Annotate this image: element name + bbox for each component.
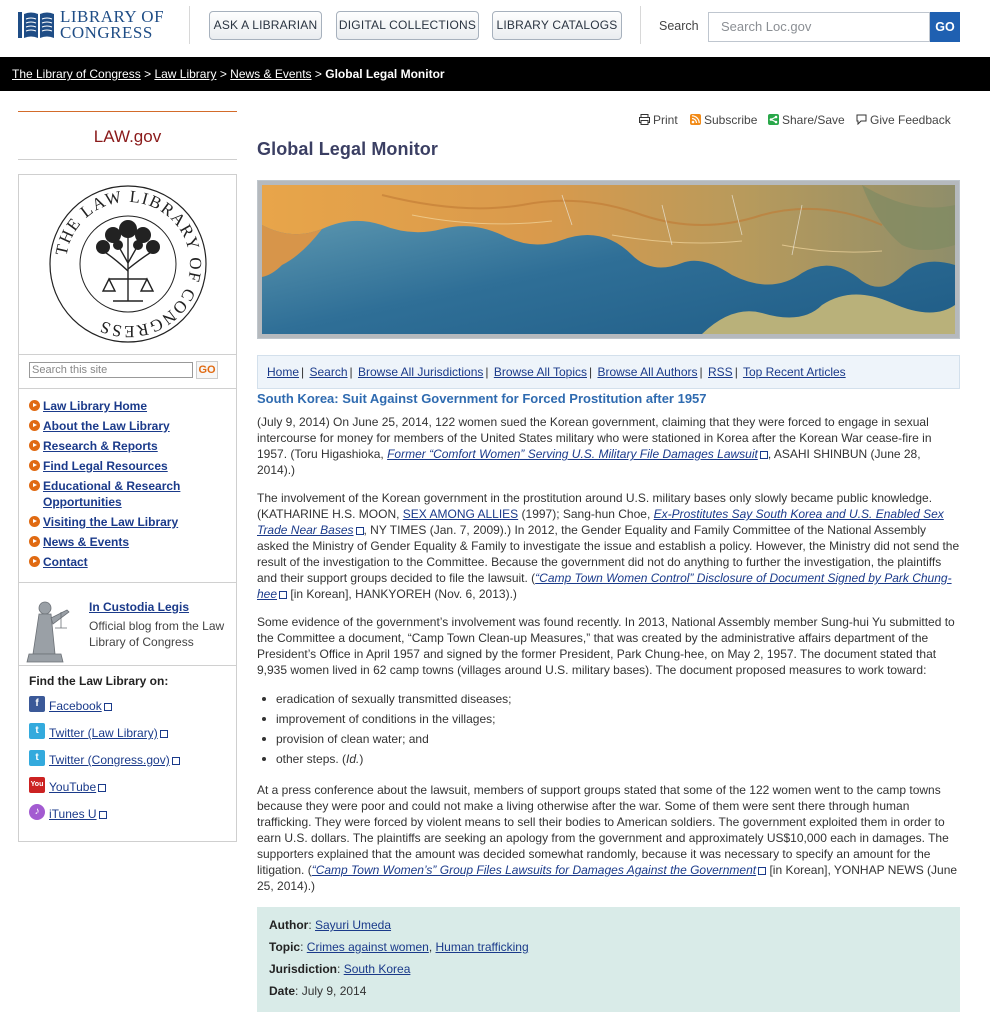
list-item: improvement of conditions in the villages; [262, 711, 862, 731]
article-paragraph-3: Some evidence of the government’s involvement was found recently. In 2013, National Assembly member Sung-hui Yu submitted to the Committee a document, “Camp Town Clean-up Measures,” that was created by the administrative affairs department of the President’s Office in April 1957 and signed by the former President, Park Chung-hee, on May 2, 1957. The document stated that 9,935 women lived in 62 camp towns (villages around U.S. military bases). The document proposed measures to work toward: [257, 615, 955, 677]
source-link-asahi[interactable]: Former “Comfort Women” Serving U.S. Military File Damages Lawsuit [387, 447, 758, 461]
social-youtube[interactable]: You YouTube [29, 777, 229, 795]
logo-line-2: CONGRESS [60, 23, 153, 42]
lady-justice-icon [19, 594, 81, 664]
blog-title-link[interactable]: In Custodia Legis [89, 600, 190, 614]
arrow-right-icon [29, 420, 40, 431]
source-link-sex-among-allies[interactable]: SEX AMONG ALLIES [402, 507, 519, 521]
library-logo-icon [18, 10, 54, 40]
relief-map-image [262, 185, 955, 334]
site-search-go-button[interactable]: GO [196, 361, 218, 379]
arrow-right-icon [29, 480, 40, 491]
sidebar-item-visiting[interactable]: Visiting the Law Library [29, 514, 229, 530]
external-link-icon [160, 730, 168, 738]
breadcrumb-law-library[interactable]: Law Library [154, 67, 217, 81]
source-link-hankyoreh[interactable]: “Camp Town Women Control” Disclosure of Document Signed by Park Chung-hee [257, 571, 952, 601]
arrow-right-icon [29, 400, 40, 411]
article-paragraph-4: At a press conference about the lawsuit, members of support groups stated that some of the 122 women went to the camp towns because they were poor and could not make a living otherwise after the war. Some of them were sent there through human trafficking. They were forced by violent means to sell their bodies to American soldiers. The government exploited them in order to earn U.S. dollars. The plaintiffs are seeking an apology from the government and approximately US$10,000 each in damages. The supporters explained that the amount was decided somewhat randomly, because it was necessary to specify an amount for the litigation. (“Camp Town Women’s” Group Files Lawsuits for Damages Against the Government [in Korean], YONHAP NEWS (June 25, 2014).) [257, 783, 958, 893]
meta-author: Author: Sayuri Umeda [269, 918, 392, 932]
sidebar-item-news-events[interactable]: News & Events [29, 534, 229, 550]
search-input[interactable]: Search Loc.gov [708, 12, 930, 42]
page-tools [638, 113, 958, 127]
measures-list [262, 691, 862, 771]
external-link-icon [758, 867, 766, 875]
loc-logo[interactable] [18, 9, 178, 43]
sidebar-divider [19, 582, 236, 583]
facebook-icon: f [29, 696, 45, 712]
give-feedback-link[interactable]: Give Feedback [856, 113, 951, 127]
subnav-rss[interactable]: RSS [708, 365, 733, 379]
social-twitter-law-library[interactable]: t Twitter (Law Library) [29, 723, 229, 741]
law-library-seal-icon[interactable] [43, 179, 213, 349]
library-catalogs-button[interactable]: LIBRARY CATALOGS [492, 11, 622, 40]
external-link-icon [99, 811, 107, 819]
share-icon [768, 114, 779, 125]
arrow-right-icon [29, 440, 40, 451]
external-link-icon [760, 451, 768, 459]
social-twitter-congress[interactable]: t Twitter (Congress.gov) [29, 750, 229, 768]
breadcrumb-current: Global Legal Monitor [325, 67, 445, 81]
external-link-icon [98, 784, 106, 792]
search-label: Search [659, 19, 699, 33]
subnav-search[interactable]: Search [309, 365, 348, 379]
subnav-home[interactable]: Home [267, 365, 300, 379]
article-title: South Korea: Suit Against Government for Forced Prostitution after 1957 [257, 391, 707, 406]
header-divider [640, 6, 641, 44]
print-link[interactable]: Print [639, 113, 678, 127]
printer-icon [639, 114, 650, 125]
breadcrumb-library-of-congress[interactable]: The Library of Congress [12, 67, 141, 81]
logo-line-1: LIBRARY OF [60, 7, 165, 26]
find-us-heading: Find the Law Library on: [29, 674, 169, 688]
ask-librarian-button[interactable]: ASK A LIBRARIAN [209, 11, 322, 40]
youtube-icon: You [29, 777, 45, 793]
twitter-icon: t [29, 723, 45, 739]
sidebar-item-about[interactable]: About the Law Library [29, 418, 229, 434]
breadcrumb-separator: > [314, 67, 322, 81]
list-item: eradication of sexually transmitted diseases; [262, 691, 862, 711]
arrow-right-icon [29, 460, 40, 471]
sidebar-item-contact[interactable]: Contact [29, 554, 229, 570]
subnav-browse-authors[interactable]: Browse All Authors [597, 365, 698, 379]
arrow-right-icon [29, 516, 40, 527]
list-item: other steps. (Id.) [262, 751, 862, 771]
header-divider [189, 6, 190, 44]
subnav-browse-topics[interactable]: Browse All Topics [493, 365, 587, 379]
sidebar-item-educational-opportunities[interactable]: Educational & Research Opportunities [29, 478, 229, 510]
article-paragraph-1: (July 9, 2014) On June 25, 2014, 122 women sued the Korean government, claiming that they were forced to engage in sexual intercourse for money for members of the United States military who were stationed in Korea after the Korean War cease-fire in 1957. (Toru Higashioka, Former “Comfort Women” Serving U.S. Military File Damages Lawsuit , ASAHI SHINBUN (June 28, 2014).) [257, 415, 932, 477]
meta-topic: Topic: Crimes against women, Human trafficking [269, 940, 529, 954]
sidebar-divider [19, 388, 236, 389]
external-link-icon [356, 527, 364, 535]
sidebar-divider [19, 665, 236, 666]
breadcrumb-separator: > [144, 67, 152, 81]
sidebar-item-research-reports[interactable]: Research & Reports [29, 438, 229, 454]
external-link-icon [172, 757, 180, 765]
arrow-right-icon [29, 556, 40, 567]
source-link-yonhap[interactable]: “Camp Town Women’s” Group Files Lawsuits for Damages Against the Government [311, 863, 757, 877]
source-link-nytimes[interactable]: Ex-Prostitutes Say South Korea and U.S. Enabled Sex Trade Near Bases [257, 507, 944, 537]
subnav-top-recent[interactable]: Top Recent Articles [742, 365, 846, 379]
sidebar-item-law-library-home[interactable]: Law Library Home [29, 398, 229, 414]
site-search-input[interactable]: Search this site [29, 362, 193, 378]
lawgov-link[interactable]: LAW.gov [18, 111, 237, 160]
monitor-subnav: Home | Search | Browse All Jurisdictions | Browse All Topics | Browse All Authors | RSS | Top Recent Articles [257, 355, 960, 389]
seal-text: THE LAW LIBRARY OF CONGRESS [51, 186, 206, 342]
list-item: provision of clean water; and [262, 731, 862, 751]
topic-link-crimes-against-women[interactable]: Crimes against women [306, 940, 429, 954]
breadcrumb [0, 57, 990, 91]
speech-bubble-icon [856, 114, 867, 125]
subnav-browse-jurisdictions[interactable]: Browse All Jurisdictions [357, 365, 484, 379]
sidebar [18, 174, 237, 842]
author-link[interactable]: Sayuri Umeda [315, 918, 392, 932]
social-itunes-u[interactable]: ♪ iTunes U [29, 804, 229, 822]
article-paragraph-2: The involvement of the Korean government in the prostitution around U.S. military bases only slowly became public knowledge. (KATHARINE H.S. MOON, SEX AMONG ALLIES (1997); Sang-hun Choe, Ex-Prostitutes Say South Korea and U.S. Enabled Sex Trade Near Bases , NY TIMES (Jan. 7, 2009).) In 2012, the Gender Equality and Family Committee of the National Assembly asked the Ministry of Gender Equality & Family to investigate the issue and establish a policy. However, the Ministry did not send the result of the investigation to the Committee. Because the government did not do anything to further the investigation, the plaintiffs and their support groups decided to file the lawsuit. (“Camp Town Women Control” Disclosure of Document Signed by Park Chung-hee [in Korean], HANKYOREH (Nov. 6, 2013).) [257, 491, 960, 601]
map-banner [257, 180, 960, 339]
share-save-link[interactable]: Share/Save [768, 113, 845, 127]
rss-icon [690, 114, 701, 125]
sidebar-item-find-legal-resources[interactable]: Find Legal Resources [29, 458, 229, 474]
article-metadata [257, 907, 960, 1012]
social-facebook[interactable]: f Facebook [29, 696, 229, 714]
sidebar-nav [29, 398, 229, 574]
site-header [0, 0, 990, 56]
blog-promo [19, 592, 236, 664]
external-link-icon [104, 703, 112, 711]
breadcrumb-separator: > [219, 67, 227, 81]
page-title: Global Legal Monitor [257, 139, 438, 159]
meta-date: Date: July 9, 2014 [269, 984, 367, 998]
twitter-icon: t [29, 750, 45, 766]
search-go-button[interactable]: GO [930, 12, 960, 42]
subscribe-link[interactable]: Subscribe [690, 113, 757, 127]
itunes-icon: ♪ [29, 804, 45, 820]
external-link-icon [279, 591, 287, 599]
meta-jurisdiction: Jurisdiction: South Korea [269, 962, 411, 976]
breadcrumb-news-events[interactable]: News & Events [230, 67, 312, 81]
blog-description: Official blog from the Law Library of Congress [89, 619, 225, 649]
arrow-right-icon [29, 536, 40, 547]
digital-collections-button[interactable]: DIGITAL COLLECTIONS [336, 11, 479, 40]
topic-link-human-trafficking[interactable]: Human trafficking [435, 940, 529, 954]
sidebar-divider [19, 354, 236, 355]
jurisdiction-link[interactable]: South Korea [343, 962, 411, 976]
